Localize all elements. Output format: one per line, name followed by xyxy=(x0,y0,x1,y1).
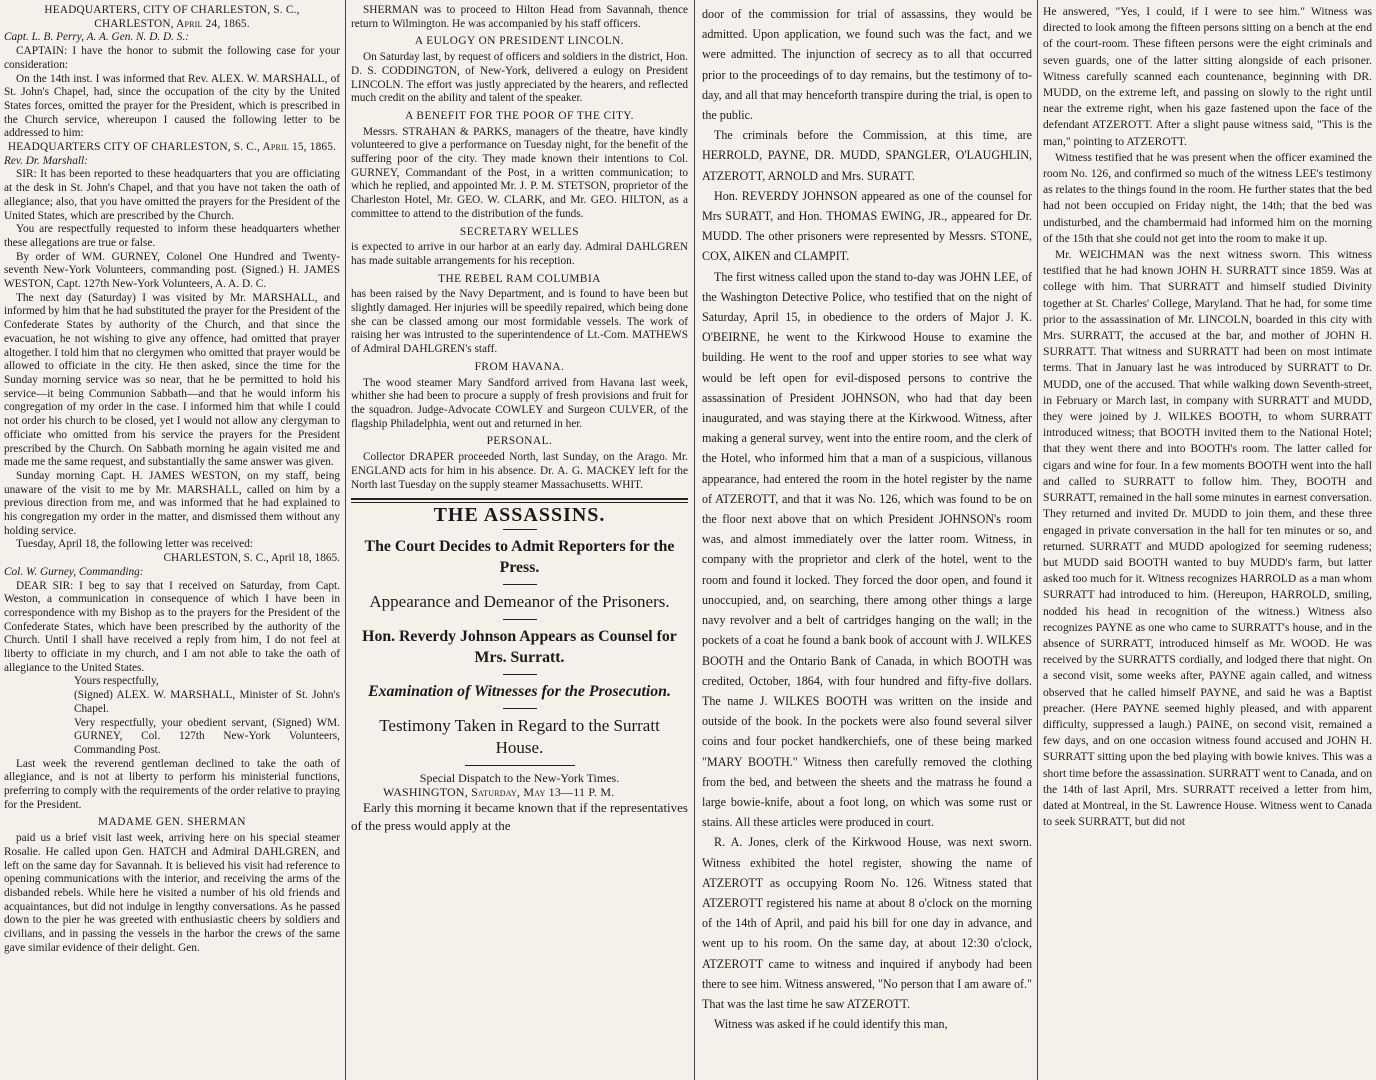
letter-heading: HEADQUARTERS CITY OF CHARLESTON, S. C., April 15, 1865. xyxy=(7,141,337,154)
paragraph: R. A. Jones, clerk of the Kirkwood House, was next sworn. Witness exhibited the hotel register, showing the name of ATZEROTT as occupying Room No. 126. Witness stated that ATZEROTT registered his name at about 8 o'clock on the morning of the 14th of April, and paid his bill for one day in advance, and went up to his room. On the same day, at about 12:30 o'clock, ATZEROTT came to witness and inquired if anybody had been there to see him. Witness answered, "No person that I am aware of." That was the last time he saw ATZEROTT. xyxy=(702,835,1032,1011)
column-2 xyxy=(347,4,692,1078)
paragraph: Last week the reverend gentleman declined to take the oath of allegiance, and is not at liberty to perform his ministerial functions, preferring to comply with the requirements of the order relative to praying for the President. xyxy=(4,757,340,811)
separator xyxy=(465,765,575,766)
separator xyxy=(503,584,537,585)
signature-block: Very respectfully, your obedient servant, (Signed) WM. GURNEY, Col. 127th New-York Volunteers, Commanding Post. xyxy=(74,716,340,756)
paragraph: SIR: It has been reported to these headquarters that you are officiating at the desk in St. John's Chapel, and that you have not taken the oath of allegiance; also, that you have omitted the prayers for the President of the United States, which are prescribed by the Church. xyxy=(4,168,340,222)
deck-headline-3: Hon. Reverdy Johnson Appears as Counsel for Mrs. Surratt. xyxy=(362,627,677,666)
section-heading: A BENEFIT FOR THE POOR OF THE CITY. xyxy=(405,109,634,122)
paragraph: Early this morning it became known that if the representatives of the press would apply at the xyxy=(351,800,688,834)
headquarters-heading: HEADQUARTERS, CITY OF CHARLESTON, S. C., CHARLESTON, April 24, 1865. xyxy=(44,4,300,30)
addressee: Rev. Dr. Marshall: xyxy=(4,154,88,167)
column-rule-1 xyxy=(345,0,346,1080)
column-rule-2 xyxy=(694,0,695,1080)
section-heading: FROM HAVANA. xyxy=(474,360,565,373)
signature-block: By order of WM. GURNEY, Colonel One Hundred and Twenty-seventh New-York Volunteers, commanding post. (Signed.) H. JAMES WESTON, Capt. 127th New-York Volunteers, A. A. D. C. xyxy=(4,250,340,291)
section-heading: MADAME GEN. SHERMAN xyxy=(98,816,246,829)
salutation: CAPTAIN: I have the honor to submit the following case for your consideration: xyxy=(4,45,340,71)
section-heading: SECRETARY WELLES xyxy=(459,225,580,238)
paragraph: On Saturday last, by request of officers and soldiers in the district, Hon. D. S. CODDINGTON, of New-York, delivered a eulogy on President LINCOLN. The effort was justly appreciated by the hearers, and reflected much credit on the ability and talent of the speaker. xyxy=(351,51,688,105)
addressee: Capt. L. B. Perry, A. A. Gen. N. D. D. S.: xyxy=(4,31,190,44)
paragraph: On the 14th inst. I was informed that Rev. ALEX. W. MARSHALL, of St. John's Chapel, had, since the occupation of the city by the United States forces, omitted the prayer for the President, which is prescribed in the Church service, whereupon I caused the following letter to be addressed to him: xyxy=(4,72,340,140)
deck-headline-4: Examination of Witnesses for the Prosecution. xyxy=(368,682,671,700)
paragraph: You are respectfully requested to inform these headquarters whether these allegations are true or false. xyxy=(4,223,340,249)
paragraph: SHERMAN was to proceed to Hilton Head from Savannah, thence return to Wilmington. He was accompanied by his staff officers. xyxy=(351,4,688,30)
addressee: Col. W. Gurney, Commanding: xyxy=(4,565,144,578)
deck-headline-2: Appearance and Demeanor of the Prisoners. xyxy=(369,591,670,611)
paragraph: The criminals before the Commission, at this time, are HERROLD, PAYNE, DR. MUDD, SPANGLER, O'LAUGHLIN, ATZEROTT, ARNOLD and Mrs. SURATT. xyxy=(702,128,1032,183)
paragraph: Witness was asked if he could identify this man, xyxy=(714,1017,948,1032)
paragraph: Sunday morning Capt. H. JAMES WESTON, on my staff, being unaware of the visit to me by Mr. MARSHALL, called on him by a previous direction from me, and was informed that he had explained to his congregation my order in the matter, and dismissed them without any holding service. xyxy=(4,469,340,537)
paragraph: Witness testified that he was present when the officer examined the room No. 126, and confirmed so much of the witness LEE's testimony as relates to the things found in the room. He further states that the bed had not been occupied on Friday night, the 14th; that the bed was undisturbed, and the chambermaid had informed him on the morning of the 15th that she could not get into the room to make it up. xyxy=(1043,150,1372,245)
separator xyxy=(503,674,537,675)
separator xyxy=(503,619,537,620)
paragraph: is expected to arrive in our harbor at an early day. Admiral DAHLGREN has made suitable arrangements for his reception. xyxy=(351,241,688,267)
deck-headline-1: The Court Decides to Admit Reporters for the Press. xyxy=(364,537,675,576)
paragraph: Messrs. STRAHAN & PARKS, managers of the theatre, have kindly volunteered to give a performance on Tuesday night, for the benefit of the suffering poor of the city. They made known their intentions to Col. GURNEY, Commandant of the Post, in a written communication; to which he replied, and appointed Mr. J. P. M. STETSON, proprietor of the Charleston Hotel, Mr. GEO. W. CLARK, and Mr. GEO. HILTON, as a committee to attend to the distribution of the funds. xyxy=(351,125,688,220)
article-title: THE ASSASSINS. xyxy=(433,504,606,527)
paragraph: Tuesday, April 18, the following letter was received: xyxy=(16,538,253,551)
section-heading: PERSONAL. xyxy=(486,435,553,448)
deck-headline-5: Testimony Taken in Regard to the Surratt House. xyxy=(379,715,660,757)
signature-block: (Signed) ALEX. W. MARSHALL, Minister of St. John's Chapel. xyxy=(74,689,340,715)
paragraph: Hon. REVERDY JOHNSON appeared as one of the counsel for Mrs SURATT, and Hon. THOMAS EWING, JR., appeared for Dr. MUDD. The other prisoners were represented by Messrs. STONE, COX, AIKEN and CLAMPIT. xyxy=(702,188,1032,264)
paragraph: Collector DRAPER proceeded North, last Sunday, on the Arago. Mr. ENGLAND acts for him in his absence. Dr. A. G. MACKEY left for the North last Tuesday on the supply steamer Massachusetts. WHIT. xyxy=(351,451,688,491)
column-rule-3 xyxy=(1037,0,1038,1080)
paragraph: The wood steamer Mary Sandford arrived from Havana last week, whither she had been to procure a supply of fresh provisions and fruit for the squadron. Judge-Advocate COWLEY and Surgeon CULVER, of the flagship Philadelphia, went out and returned in her. xyxy=(351,376,688,430)
separator xyxy=(503,708,537,709)
paragraph: The next day (Saturday) I was visited by Mr. MARSHALL, and informed by him that he had substituted the prayer for the President of the Confederate States by authority of the Church, and that since the evacuation, he not wishing to give any offence, had omitted that prayer altogether. I told him that no clergymen who omitted that prayer would be allowed to officiate in the city. He then asked, since the time for the Sunday morning service was so near, that he be permitted to hold his service—it being Communion Sabbath—and that he would inform his congregation of my order in the case. I informed him that while I could not order his church to be closed, yet I would not allow any clergyman to officiate who omitted from his service the prayers for the President prescribed by the Church. On Sabbath morning he again visited me and made me the same request, and substantially the same answer was given. xyxy=(4,291,340,469)
dateline: CHARLESTON, S. C., April 18, 1865. xyxy=(163,552,340,565)
paragraph: Mr. WEICHMAN was the next witness sworn. This witness testified that he had known JOHN H. SURRATT since 1859. Was at college with him. That SURRATT and himself studied Divinity together at St. Charles' College, Maryland. That he had, for some time prior to the assassination of Mr. LINCOLN, boarded in this city with Mrs. SURRATT, the accused at the bar, and mother of JOHN H. SURRATT. That witness and SURRATT had been on most intimate terms. That in January last he was introduced by SURRATT to Dr. MUDD, one of the accused. That while walking down Seventh-street, in February or March last, in company with SURRATT and MUDD, they were joined by J. WILKES BOOTH, to whom SURRATT introduced witness; that BOOTH invited them to the National Hotel; that they went there and into BOOTH's room. The latter called for cigars and wine for four. In a few moments BOOTH went into the hall and called to SURRATT to follow him. They, BOOTH and SURRATT, remained in the hall some minutes in earnest conversation. They returned and invited Dr. MUDD to join them, and these three engaged in private conversation in the hall for ten minutes or so, and returned. SURRATT and MUDD apologized for seeming rudeness; but MUDD said BOOTH wanted to buy MUDD's farm, but latter asked too much for it. Witness recognizes HARROLD as a man whom SURRATT had introduced to him. (Hereupon, HARROLD, smiling, nodded his head in recognition of the witness.) Witness also recognizes PAYNE as one who came to SURRATT's house, and in the absence of SURRATT, introduced himself as Mr. WOOD. He was received by the SURRATTS cordially, and lodged there that night. On a second visit, some weeks after, PAYNE again called, and witness observed that he called himself PAYNE, and said he was a Baptist preacher. (Here PAYNE seemed highly pleased, and with apparent difficulty, suppressed a laugh.) PAINE, on second visit, remained a few days, and on one occasion witness found accused and JOHN H. SURRATT sitting upon the bed playing with bowie knives. This was a short time before the assassination. SURRATT went to Canada, and on the 14th of last April, Mrs. SURRATT received a letter from him, dated at Montreal, in the St. Lawrence House. Witness went to Canada to seek SURRATT, but did not xyxy=(1043,248,1372,829)
paragraph: He answered, "Yes, I could, if I were to see him." Witness was directed to look among the fifteen persons sitting on a bench at the end of the court-room. These fifteen persons were the eight criminals and seven guards, one of the latter sitting alongside of each prisoner. Witness carefully scanned each countenance, beginning with DR. MUDD, on the extreme left, and passing on slowly to the right until near the extreme right, when his gaze fastened upon the face of the defendant ATZEROTT. After a slight pause witness said, "This is the man," pointing to ATZEROTT. xyxy=(1043,5,1372,148)
column-1 xyxy=(0,4,344,1078)
closing: Yours respectfully, xyxy=(74,675,159,688)
section-heading: A EULOGY ON PRESIDENT LINCOLN. xyxy=(414,35,625,48)
paragraph: paid us a brief visit last week, arriving here on his special steamer Rosalie. He called upon Gen. HATCH and Admiral DAHLGREN, and left on the same day for Savannah. It is believed his visit had reference to opening communications with the interior, and receiving the arms of the disbanded rebels. While here he visited a number of his old friends and acquaintances, but did not indulge in lengthy conversations. As he passed down to the pier he was greeted with enthusiastic cheers by soldiers and civilians, and in passing the vessels in the harbor the crews of the same gave similar evidence of their delight. Gen. xyxy=(4,832,340,954)
section-heading: THE REBEL RAM COLUMBIA xyxy=(438,272,601,285)
paragraph: The first witness called upon the stand to-day was JOHN LEE, of the Washington Detective Police, who testified that on the night of Saturday, April 15, in obedience to the orders of Major J. K. O'BEIRNE, he went to the Kirkwood House to examine the building. He went to the roof and upper stories to see what way would be left open for evil-disposed persons to contrive the assassination of President JOHNSON, who had that day been inaugurated, and was staying there at the Kirkwood. Witness, after making a general survey, went into the entire room, and the clerk of the Hotel, who informed him that a man of a suspicious, villanous appearance, had entered the room in the hotel register by the name of ATZEROTT, and that it was No. 126, which was found to be on the floor next above that on which President JOHNSON's room was, and almost immediately over the latter room. Witness, in company with the proprietor and clerk of the hotel, went to the room and found it locked. They forced the door open, and found it unoccupied, and, on searching, there among other things a large navy revolver and a belt of cartridges hanging on the wall; in the pockets of a coat he found a bank book of account with J. WILKES BOOTH and the Ontario Bank of Canada, in which BOOTH was credited, October, 1864, with four hundred and fifty-five dollars. The name J. WILKES BOOTH was written on the inside and outside of the book. In the pockets were also found several silver coins and four pocket handkerchiefs, one of these being marked "MARY BOOTH." Witness then carefully removed the clothing from the bed, and between the sheets and the matrass he found a large bowie-knife, about a foot long, on which was some rust or stains. All these articles were produced in court. xyxy=(702,269,1032,830)
dateline: WASHINGTON, Saturday, May 13—11 P. M. xyxy=(383,784,615,799)
dispatch-credit: Special Dispatch to the New-York Times. xyxy=(419,770,620,785)
paragraph: door of the commission for trial of assassins, they would be admitted. Upon application, we found such was the fact, and we were admitted. The injunction of secrecy as to all that occurred prior to the proceedings of to day remains, but the testimony of to-day, and all that may henceforth transpire during the trial, is open to the public. xyxy=(702,7,1032,123)
paragraph: DEAR SIR: I beg to say that I received on Saturday, from Capt. Weston, a communication in consequence of which I have been in correspondence with my Bishop as to the prayers for the President of the Confederate States, which have been prescribed by the authority of the Church. Until I shall have received a reply from him, I do not feel at liberty to officiate in my church, and I am not able to take the oath of allegiance to the United States. xyxy=(4,579,340,674)
column-3 xyxy=(698,4,1036,1078)
separator xyxy=(503,529,537,530)
column-4 xyxy=(1039,4,1376,1078)
paragraph: has been raised by the Navy Department, and is found to have been but slightly damaged. Her injuries will be speedily repaired, which being done she can be classed among our most formidable vessels. The work of raising her was intrusted to the superintendence of Lt.-Com. MATHEWS of Admiral DAHLGREN's staff. xyxy=(351,288,688,356)
